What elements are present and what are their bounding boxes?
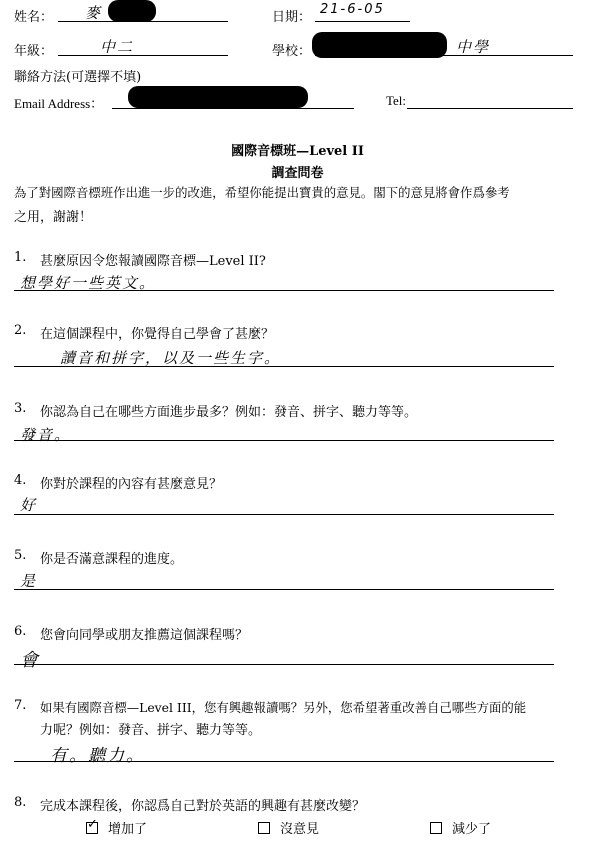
school-label: 學校： [272,44,312,59]
q7-text: 如果有國際音標—Level III，您有興趣報讀嗎？另外，您希望著重改善自己哪些方面的能 [40,700,527,715]
intro-line-2: 之用，謝謝！ [14,210,93,225]
email-redaction [128,86,308,108]
q2-number: 2. [14,323,27,338]
option-decreased[interactable] [430,818,491,837]
school-redaction [312,32,447,58]
q6-answer-line [14,664,554,665]
form-title: 調查問卷 [271,166,324,181]
q7-number: 7. [14,698,27,713]
q1-text: 甚麼原因令您報讀國際音標—Level II? [40,254,266,269]
option-no-opinion[interactable] [258,818,319,837]
q6-answer: 會 [20,650,40,671]
school-handwriting: 中學 [456,38,491,56]
email-label: Email Address： [14,96,104,111]
q5-text: 你是否滿意課程的進度。 [40,552,184,567]
checkbox-decreased[interactable] [430,822,442,834]
q3-answer-line [14,440,554,441]
q2-text: 在這個課程中，你覺得自己學會了甚麼？ [40,327,275,342]
grade-handwriting: 中二 [100,38,135,56]
q3-answer: 發音。 [20,426,72,444]
q4-answer-line [14,514,554,515]
option-decreased-label: 減少了 [452,822,492,837]
q8-number: 8. [14,795,27,810]
name-label: 姓名： [14,10,54,25]
option-increased[interactable] [86,818,147,837]
q3-text: 你認為自己在哪些方面進步最多？例如：發音、拼字、聽力等等。 [40,405,418,420]
check-mark-icon: ✓ [87,816,98,832]
q7-text-line-2: 力呢？例如：發音、拼字、聽力等等。 [40,723,262,738]
q1-number: 1. [14,250,27,265]
q3-number: 3. [14,401,27,416]
q4-answer: 好 [20,496,38,514]
date-label: 日期： [272,10,312,25]
q6-number: 6. [14,624,27,639]
name-redaction [108,0,156,22]
option-increased-label: 增加了 [108,822,148,837]
grade-label: 年級： [14,44,54,59]
q2-answer: 讀音和拼字，以及一些生字。 [60,349,282,367]
checkbox-no-opinion[interactable] [258,822,270,834]
intro-line-1: 為了對國際音標班作出進一步的改進，希望你能提出寶貴的意見。閣下的意見將會作爲參考 [14,185,510,200]
checkbox-increased[interactable] [86,816,98,834]
email-line [112,108,354,109]
date-line [315,21,410,22]
course-title: 國際音標班—Level II [231,144,364,159]
q6-text: 您會向同學或朋友推薦這個課程嗎？ [40,628,249,643]
q4-text: 你對於課程的內容有甚麼意見？ [40,477,223,492]
q1-answer-line [14,290,554,291]
contact-label: 聯絡方法(可選擇不填) [14,70,142,85]
q7-answer-line [14,761,554,762]
q5-answer-line [14,589,554,590]
q8-text: 完成本課程後，你認爲自己對於英語的興趣有甚麼改變？ [40,799,366,814]
q4-number: 4. [14,473,27,488]
name-handwriting: 麥 [85,4,103,22]
q2-answer-line [14,366,554,367]
date-handwriting: 21-6-05 [320,2,385,17]
grade-line [58,55,228,56]
q7-answer: 有。聽力。 [50,746,145,766]
option-no-opinion-label: 沒意見 [280,822,320,837]
q1-answer: 想學好一些英文。 [20,274,157,292]
tel-label: Tel: [386,93,407,108]
tel-line [407,108,573,109]
q5-answer: 是 [20,572,38,590]
q5-number: 5. [14,548,27,563]
